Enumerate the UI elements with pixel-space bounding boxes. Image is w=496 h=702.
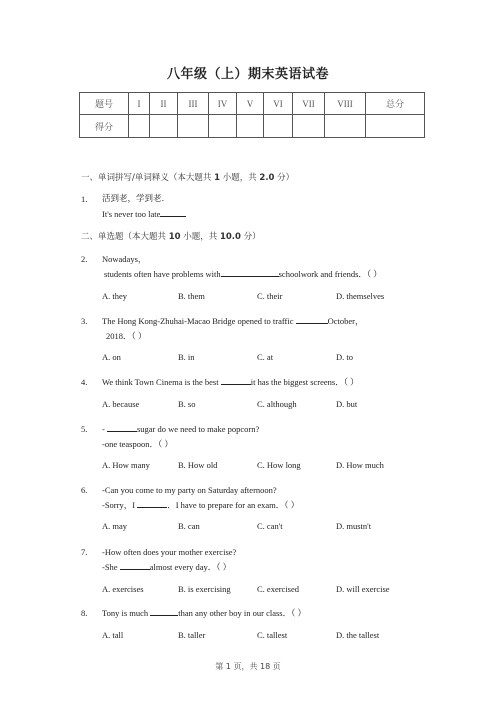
score-cell: IV (209, 93, 237, 115)
option-a[interactable]: A. exercises (102, 584, 144, 594)
question-line: -Can you come to my party on Saturday afternoon? (102, 485, 277, 495)
section-count: 10 (168, 232, 181, 242)
answer-blank[interactable] (150, 606, 178, 616)
option-d[interactable]: D. the tallest (336, 630, 380, 640)
question-number: 4. (81, 377, 88, 387)
question-line: -How often does your mother exercise? (102, 547, 237, 557)
option-c[interactable]: C. their (257, 291, 283, 301)
score-cell: III (178, 93, 209, 115)
page-footer: 第 1 页，共 18 页 (215, 662, 281, 671)
score-table-header-row (80, 93, 425, 115)
question-line (102, 560, 231, 574)
question-line (102, 422, 259, 436)
answer-blank[interactable] (296, 314, 328, 324)
option-d[interactable]: D. themselves (336, 291, 385, 301)
score-cell: 题号 (80, 93, 129, 115)
question-text: it has the biggest screens．（ ） (250, 377, 359, 387)
option-b[interactable]: B. them (178, 291, 205, 301)
question-text: - (102, 424, 107, 434)
section-points: 10.0 (219, 232, 241, 242)
answer-blank[interactable] (221, 267, 279, 277)
question-text: We think Town Cinema is the best (102, 377, 219, 387)
option-b[interactable]: B. can (178, 521, 200, 531)
section-label-end: 分） (274, 173, 295, 183)
option-b[interactable]: B. is exercising (178, 584, 231, 594)
question-text: -She (102, 562, 118, 572)
score-table (79, 92, 425, 138)
score-cell: VIII (325, 93, 366, 115)
question-text: almost every day．（ ） (149, 562, 232, 572)
answer-blank[interactable] (160, 207, 186, 217)
option-b[interactable]: B. in (178, 352, 195, 362)
section-points: 2.0 (259, 173, 275, 183)
question-text: students often have problems with (104, 269, 221, 279)
question-line: 2018．（ ） (106, 331, 147, 341)
question-number: 5. (81, 424, 88, 434)
score-input-cell[interactable] (178, 115, 209, 138)
option-c[interactable]: C. How long (257, 460, 301, 470)
section-label-mid: 小题，共 (220, 173, 260, 183)
question-text: Tony is much (102, 608, 149, 618)
option-d[interactable]: D. How much (336, 460, 384, 470)
question-text: It's never too late (102, 209, 161, 219)
score-input-cell[interactable] (366, 115, 425, 138)
section-label: 一、单词拼写/单词释义（本大题共 (81, 173, 215, 183)
section-heading-1 (81, 171, 294, 183)
section-label: 二、单选题（本大题共 (81, 232, 169, 242)
question-line (102, 498, 299, 512)
option-b[interactable]: B. How old (178, 460, 218, 470)
option-c[interactable]: C. tallest (257, 630, 288, 640)
option-a[interactable]: A. because (102, 399, 140, 409)
option-c[interactable]: C. although (257, 399, 297, 409)
question-number: 8. (81, 608, 88, 618)
question-line: Nowadays， (102, 254, 147, 264)
section-label-end: 分） (240, 232, 261, 242)
question-text: schoolwork and friends．（ ） (278, 269, 382, 279)
score-cell: II (150, 93, 178, 115)
section-count: 1 (214, 173, 220, 183)
question-number: 2. (81, 254, 88, 264)
question-line (104, 267, 382, 281)
question-number: 7. (81, 547, 88, 557)
question-line: -one teaspoon．（ ） (102, 439, 173, 449)
question-number: 3. (81, 316, 88, 326)
score-cell: VI (264, 93, 293, 115)
option-d[interactable]: D. to (336, 352, 353, 362)
option-a[interactable]: A. may (102, 521, 128, 531)
question-text: -Sorry，I (102, 500, 136, 510)
score-input-cell[interactable] (325, 115, 366, 138)
option-d[interactable]: D. mustn't (336, 521, 372, 531)
question-line (102, 207, 186, 221)
question-text: than any other boy in our class．（ ） (178, 608, 306, 618)
score-cell: 总分 (366, 93, 425, 115)
question-text: The Hong Kong-Zhuhai-Macao Bridge opened to traffic (102, 316, 294, 326)
option-b[interactable]: B. so (178, 399, 196, 409)
answer-blank[interactable] (137, 498, 167, 508)
question-text: ．I have to prepare for an exam．（ ） (167, 500, 300, 510)
option-a[interactable]: A. on (102, 352, 121, 362)
score-input-cell[interactable] (150, 115, 178, 138)
option-b[interactable]: B. taller (178, 630, 206, 640)
option-c[interactable]: C. at (257, 352, 274, 362)
option-d[interactable]: D. will exercise (336, 584, 390, 594)
score-table-score-row (80, 115, 425, 138)
option-c[interactable]: C. exercised (257, 584, 300, 594)
question-number: 6. (81, 485, 88, 495)
option-d[interactable]: D. but (336, 399, 358, 409)
section-heading-2 (81, 230, 261, 242)
answer-blank[interactable] (107, 422, 137, 432)
question-line (102, 606, 306, 620)
question-text: sugar do we need to make popcorn? (136, 424, 260, 434)
question-line: 活到老，学到老. (102, 194, 165, 204)
score-cell: I (129, 93, 150, 115)
question-line (102, 314, 364, 328)
page-title: 八年级（上）期末英语试卷 (166, 67, 329, 82)
score-cell: VII (293, 93, 325, 115)
score-row-label: 得分 (80, 115, 129, 138)
answer-blank[interactable] (120, 560, 150, 570)
score-cell: V (237, 93, 264, 115)
option-a[interactable]: A. they (102, 291, 128, 301)
question-line (102, 375, 359, 389)
question-text: October， (327, 316, 364, 326)
section-label-mid: 小题，共 (180, 232, 220, 242)
option-c[interactable]: C. can't (257, 521, 283, 531)
score-input-cell[interactable] (237, 115, 264, 138)
answer-blank[interactable] (221, 375, 251, 385)
score-input-cell[interactable] (129, 115, 150, 138)
question-number: 1. (81, 194, 88, 204)
score-input-cell[interactable] (264, 115, 293, 138)
option-a[interactable]: A. How many (102, 460, 150, 470)
score-input-cell[interactable] (209, 115, 237, 138)
option-a[interactable]: A. tall (102, 630, 124, 640)
score-input-cell[interactable] (293, 115, 325, 138)
